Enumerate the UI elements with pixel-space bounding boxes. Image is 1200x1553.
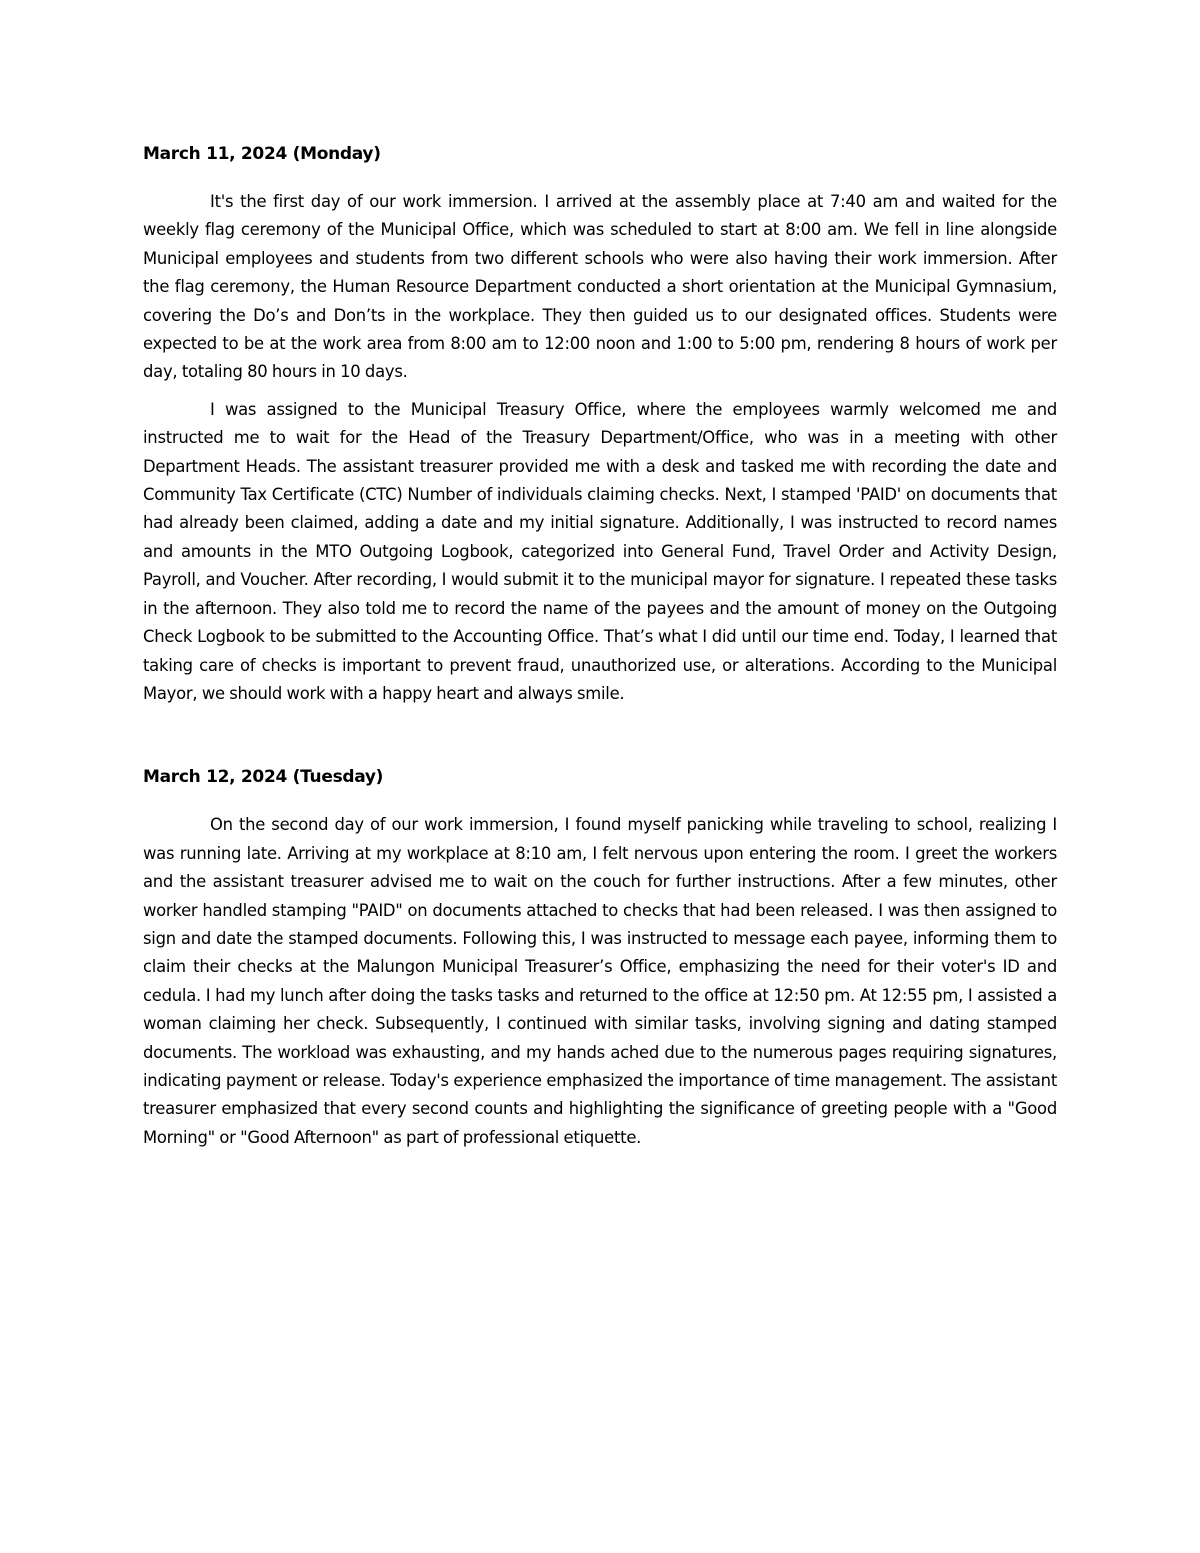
document-page xyxy=(143,140,1057,1161)
entry-paragraph: On the second day of our work immersion, I found myself panicking while traveling to school, realizing I was running late. Arriving at my workplace at 8:10 am, I felt nervous upon entering the room. I greet the workers and the assistant treasurer advised me to wait on the couch for further instructions. After a few minutes, other worker handled stamping "PAID" on documents attached to checks that had been released. I was then assigned to sign and date the stamped documents. Following this, I was instructed to message each payee, informing them to claim their checks at the Malungon Municipal Treasurer’s Office, emphasizing the need for their voter's ID and cedula. I had my lunch after doing the tasks tasks and returned to the office at 12:50 pm. At 12:55 pm, I assisted a woman claiming her check. Subsequently, I continued with similar tasks, involving signing and dating stamped documents. The workload was exhausting, and my hands ached due to the numerous pages requiring signatures, indicating payment or release. Today's experience emphasized the importance of time management. The assistant treasurer emphasized that every second counts and highlighting the significance of greeting people with a "Good Morning" or "Good Afternoon" as part of professional etiquette. xyxy=(143,815,1057,1147)
entry-paragraph: I was assigned to the Municipal Treasury Office, where the employees warmly welcomed me and instructed me to wait for the Head of the Treasury Department/Office, who was in a meeting with other Department Heads. The assistant treasurer provided me with a desk and tasked me with recording the date and Community Tax Certificate (CTC) Number of individuals claiming checks. Next, I stamped 'PAID' on documents that had already been claimed, adding a date and my initial signature. Additionally, I was instructed to record names and amounts in the MTO Outgoing Logbook, categorized into General Fund, Travel Order and Activity Design, Payroll, and Voucher. After recording, I would submit it to the municipal mayor for signature. I repeated these tasks in the afternoon. They also told me to record the name of the payees and the amount of money on the Outgoing Check Logbook to be submitted to the Accounting Office. That’s what I did until our time end. Today, I learned that taking care of checks is important to prevent fraud, unauthorized use, or alterations. According to the Municipal Mayor, we should work with a happy heart and always smile. xyxy=(143,399,1057,703)
journal-entry-march-12 xyxy=(143,763,1057,1152)
entry-paragraph: It's the first day of our work immersion. I arrived at the assembly place at 7:40 am and waited for the weekly flag ceremony of the Municipal Office, which was scheduled to start at 8:00 am. We fell in line alongside Municipal employees and students from two different schools who were also having their work immersion. After the flag ceremony, the Human Resource Department conducted a short orientation at the Municipal Gymnasium, covering the Do’s and Don’ts in the workplace. They then guided us to our designated offices. Students were expected to be at the work area from 8:00 am to 12:00 noon and 1:00 to 5:00 pm, rendering 8 hours of work per day, totaling 80 hours in 10 days. xyxy=(143,192,1057,382)
journal-entry-march-11 xyxy=(143,140,1057,708)
entry-date-heading: March 11, 2024 (Monday) xyxy=(143,144,381,164)
entry-date-heading: March 12, 2024 (Tuesday) xyxy=(143,767,384,788)
